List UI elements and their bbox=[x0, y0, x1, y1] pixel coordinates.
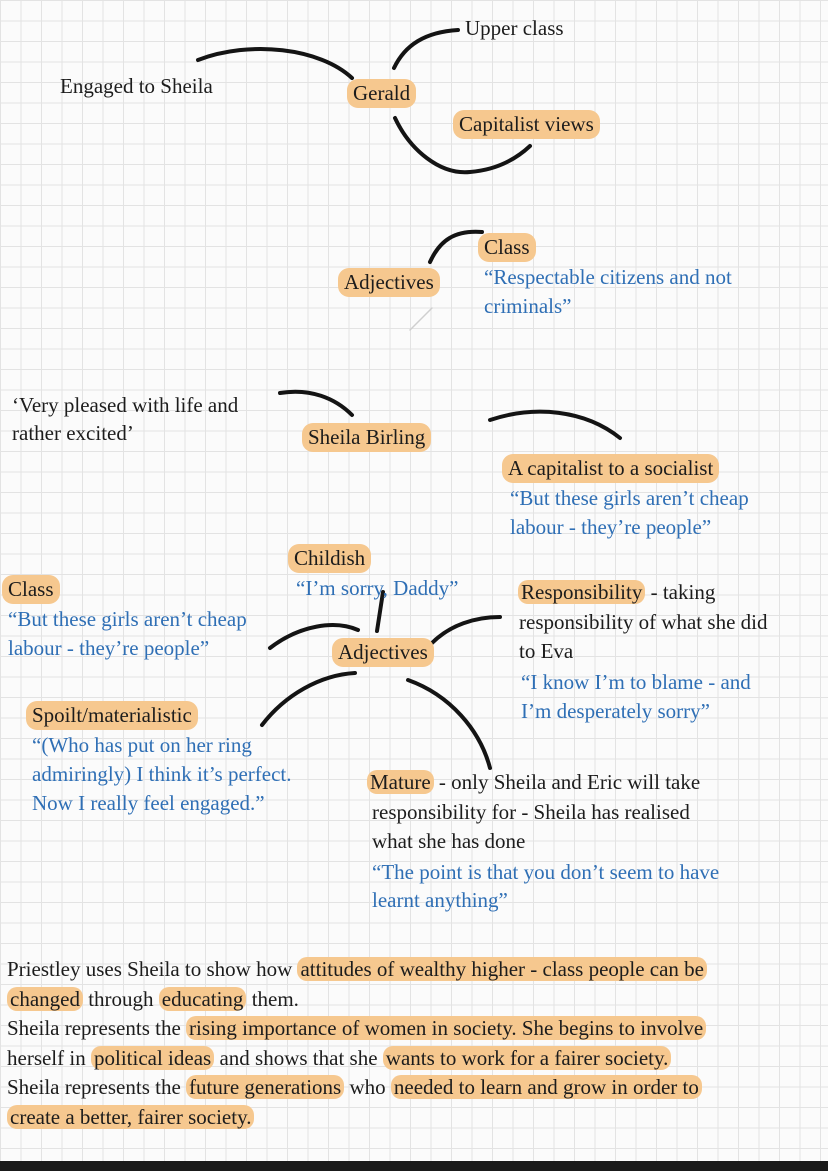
connector-gerald-engaged bbox=[198, 49, 352, 78]
spoilt-quote-line1: “(Who has put on her ring bbox=[32, 733, 252, 757]
upper-class-text: Upper class bbox=[465, 16, 564, 40]
gerald-node: Gerald bbox=[347, 79, 416, 108]
connector-adjectives-mature bbox=[408, 680, 490, 768]
summary-line2 bbox=[7, 985, 807, 1015]
class-quote-line1: “But these girls aren’t cheap bbox=[8, 607, 247, 631]
cs-quote-line2: labour - they’re people” bbox=[510, 515, 712, 539]
mature-text1: - only Sheila and Eric will take bbox=[433, 770, 701, 794]
sheila-adjectives-node: Adjectives bbox=[332, 638, 434, 667]
spoilt-label: Spoilt/materialistic bbox=[26, 701, 198, 730]
responsibility-label: Responsibility bbox=[518, 580, 645, 604]
mature-label: Mature bbox=[367, 770, 434, 794]
summary-l4d: wants to work for a fairer society. bbox=[383, 1046, 672, 1070]
summary-l2a: changed bbox=[7, 987, 83, 1011]
connector-adjectives-class bbox=[430, 232, 482, 262]
summary-l2d: them. bbox=[246, 986, 299, 1011]
summary-line3 bbox=[7, 1014, 807, 1044]
responsibility-text1: - taking bbox=[645, 580, 716, 604]
summary-l4c: and shows that she bbox=[214, 1045, 383, 1070]
summary-line1 bbox=[7, 955, 807, 985]
page-bottom-edge bbox=[0, 1161, 828, 1171]
mature-line3: what she has done bbox=[372, 829, 526, 853]
summary-paragraph bbox=[7, 955, 807, 1132]
pleased-line1: ‘Very pleased with life and bbox=[12, 393, 239, 417]
summary-l2b: through bbox=[82, 986, 159, 1011]
class-label: Class bbox=[2, 575, 60, 604]
spoilt-quote-line3: Now I really feel engaged.” bbox=[32, 791, 265, 815]
responsibility-line3: to Eva bbox=[519, 639, 574, 663]
summary-l1b: attitudes of wealthy higher - class people can be bbox=[297, 957, 707, 981]
responsibility-quote-line1: “I know I’m to blame - and bbox=[521, 670, 751, 694]
gerald-class-label: Class bbox=[478, 233, 536, 262]
class-quote-line2: labour - they’re people” bbox=[8, 636, 210, 660]
summary-l3b: rising importance of women in society. She begins to involve bbox=[186, 1016, 706, 1040]
connector-sheila-pleased bbox=[280, 392, 352, 415]
cs-quote-line1: “But these girls aren’t cheap bbox=[510, 486, 749, 510]
responsibility-line1 bbox=[518, 578, 715, 607]
responsibility-quote-line2: I’m desperately sorry” bbox=[521, 699, 710, 723]
pleased-line2: rather excited’ bbox=[12, 421, 134, 445]
summary-line5 bbox=[7, 1073, 807, 1103]
capitalist-to-socialist-label: A capitalist to a socialist bbox=[502, 454, 719, 483]
summary-l6a: create a better, fairer society. bbox=[7, 1105, 254, 1129]
engaged-to-sheila-text: Engaged to Sheila bbox=[60, 74, 213, 98]
capitalist-views-node: Capitalist views bbox=[453, 110, 600, 139]
summary-line4 bbox=[7, 1044, 807, 1074]
mature-line1 bbox=[367, 768, 700, 797]
childish-quote: “I’m sorry, Daddy” bbox=[296, 576, 459, 600]
mature-line2: responsibility for - Sheila has realised bbox=[372, 800, 690, 824]
connector-sheila-capitalist bbox=[490, 412, 620, 438]
connector-adjectives-spoilt bbox=[262, 673, 355, 725]
summary-l4a: herself in bbox=[7, 1045, 91, 1070]
mature-quote-line1: “The point is that you don’t seem to have bbox=[372, 860, 720, 884]
connector-adjectives-responsibility bbox=[432, 617, 500, 643]
summary-l1a: Priestley uses Sheila to show how bbox=[7, 957, 298, 981]
connector-pale-line bbox=[410, 308, 432, 330]
summary-l5c: who bbox=[344, 1075, 391, 1099]
summary-l5d: needed to learn and grow in order to bbox=[391, 1075, 702, 1099]
summary-l3a: Sheila represents the bbox=[7, 1016, 187, 1040]
summary-l2c: educating bbox=[159, 987, 247, 1011]
gerald-class-quote-line2: criminals” bbox=[484, 294, 572, 318]
summary-l5a: Sheila represents the bbox=[7, 1075, 187, 1099]
responsibility-line2: responsibility of what she did bbox=[519, 610, 768, 634]
summary-line6 bbox=[7, 1103, 807, 1133]
mature-quote-line2: learnt anything” bbox=[372, 888, 508, 912]
gerald-adjectives-node: Adjectives bbox=[338, 268, 440, 297]
connector-gerald-upper-class bbox=[394, 30, 458, 68]
spoilt-quote-line2: admiringly) I think it’s perfect. bbox=[32, 762, 292, 786]
sheila-birling-node: Sheila Birling bbox=[302, 423, 431, 452]
gerald-class-quote-line1: “Respectable citizens and not bbox=[484, 265, 732, 289]
childish-label: Childish bbox=[288, 544, 371, 573]
summary-l5b: future generations bbox=[186, 1075, 344, 1099]
summary-l4b: political ideas bbox=[91, 1046, 214, 1070]
